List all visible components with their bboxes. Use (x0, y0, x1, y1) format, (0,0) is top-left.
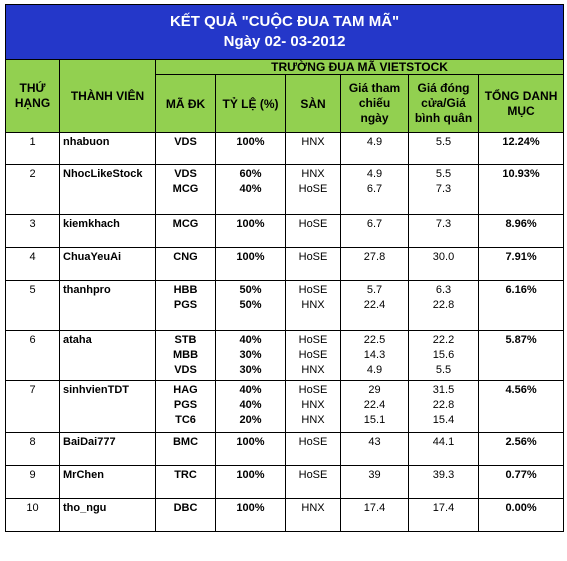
code-cell-value: STB (174, 334, 197, 346)
code-cell (156, 215, 216, 248)
ratio-cell (216, 499, 286, 532)
table-row (6, 381, 564, 433)
total-cell (479, 133, 564, 165)
ratio-cell (216, 133, 286, 165)
close-price-cell-value: 7.3 (435, 183, 452, 195)
code-cell (156, 248, 216, 281)
table-row (6, 499, 564, 532)
exchange-cell-value: HNX (301, 399, 325, 411)
code-cell (156, 165, 216, 215)
close-price-cell (409, 499, 479, 532)
exchange-cell (286, 331, 341, 381)
ratio-cell-value: 50% (239, 284, 262, 296)
ref-price-cell (341, 281, 409, 331)
code-cell-value: HBB (173, 284, 198, 296)
ref-price-cell-value: 6.7 (366, 218, 383, 230)
total-cell (479, 281, 564, 331)
total-cell-value: 4.56% (505, 384, 537, 396)
ratio-cell-value: 60% (239, 168, 262, 180)
ref-price-cell-value: 17.4 (363, 502, 386, 514)
ratio-cell-value: 100% (236, 251, 265, 263)
member-cell (60, 331, 156, 381)
ref-price-cell-value: 22.5 (363, 334, 386, 346)
ref-price-cell-value: 29 (368, 384, 381, 396)
member-cell (60, 133, 156, 165)
ratio-cell-value: 100% (236, 136, 265, 148)
total-cell-value: 8.96% (505, 218, 537, 230)
code-cell-value: PGS (173, 399, 198, 411)
code-cell-value: VDS (174, 364, 197, 376)
member-cell-value: tho_ngu (63, 502, 107, 514)
exchange-cell (286, 281, 341, 331)
exchange-cell (286, 133, 341, 165)
title-line-2: Ngày 02- 03-2012 (223, 33, 346, 50)
ratio-cell-value: 100% (236, 469, 265, 481)
ratio-cell (216, 466, 286, 499)
total-cell (479, 331, 564, 381)
ref-price-cell (341, 248, 409, 281)
rank-cell-value: 4 (29, 251, 36, 263)
rank-cell-value: 3 (29, 218, 36, 230)
ratio-cell (216, 248, 286, 281)
rank-cell (6, 499, 60, 532)
exchange-cell (286, 215, 341, 248)
ref-price-cell-value: 5.7 (366, 284, 383, 296)
member-cell-value: nhabuon (63, 136, 110, 148)
exchange-cell-value: HoSE (298, 436, 328, 448)
total-cell (479, 215, 564, 248)
ref-price-cell (341, 331, 409, 381)
exchange-cell (286, 433, 341, 466)
member-cell-value: ataha (63, 334, 92, 346)
code-cell-value: HAG (173, 384, 198, 396)
table-row (6, 215, 564, 248)
close-price-cell-value: 22.8 (432, 399, 455, 411)
title-line-1: KẾT QUẢ "CUỘC ĐUA TAM MÃ" (169, 13, 400, 30)
member-cell (60, 466, 156, 499)
code-cell-value: VDS (174, 136, 197, 148)
exchange-cell-value: HoSE (298, 349, 328, 361)
total-cell-value: 5.87% (505, 334, 537, 346)
rank-cell (6, 466, 60, 499)
exchange-cell (286, 165, 341, 215)
close-price-cell-value: 30.0 (432, 251, 455, 263)
ref-price-cell (341, 466, 409, 499)
member-cell (60, 215, 156, 248)
ref-price-cell-value: 22.4 (363, 399, 386, 411)
code-cell-value: TC6 (175, 414, 196, 426)
rank-cell (6, 433, 60, 466)
close-price-cell-value: 5.5 (435, 364, 452, 376)
header-group: TRƯỜNG ĐUA MÃ VIETSTOCK (156, 60, 564, 75)
ref-price-cell-value: 43 (368, 436, 381, 448)
exchange-cell-value: HoSE (298, 284, 328, 296)
ref-price-cell (341, 499, 409, 532)
table-row (6, 433, 564, 466)
code-cell-value: DBC (173, 502, 198, 514)
exchange-cell-value: HoSE (298, 183, 328, 195)
close-price-cell (409, 215, 479, 248)
member-cell (60, 433, 156, 466)
header-exchange: SÀN (286, 75, 341, 133)
table-body (6, 133, 564, 532)
close-price-cell-value: 22.8 (432, 299, 455, 311)
total-cell (479, 248, 564, 281)
header-close-price: Giá đóng cửa/Giá bình quân (409, 75, 479, 133)
header-code: MÃ ĐK (156, 75, 216, 133)
code-cell-value: BMC (172, 436, 199, 448)
ratio-cell (216, 381, 286, 433)
header-ratio: TỶ LỆ (%) (216, 75, 286, 133)
ratio-cell-value: 30% (239, 349, 262, 361)
rank-cell (6, 165, 60, 215)
ratio-cell (216, 433, 286, 466)
table-row (6, 133, 564, 165)
ref-price-cell (341, 133, 409, 165)
ratio-cell (216, 331, 286, 381)
table-row (6, 466, 564, 499)
exchange-cell-value: HNX (301, 502, 325, 514)
ratio-cell-value: 30% (239, 364, 262, 376)
exchange-cell (286, 466, 341, 499)
rank-cell-value: 9 (29, 469, 36, 481)
member-cell-value: ChuaYeuAi (63, 251, 122, 263)
ref-price-cell-value: 4.9 (366, 136, 383, 148)
exchange-cell-value: HoSE (298, 469, 328, 481)
exchange-cell-value: HoSE (298, 384, 328, 396)
total-cell (479, 433, 564, 466)
ratio-cell-value: 100% (236, 218, 265, 230)
close-price-cell (409, 381, 479, 433)
ref-price-cell-value: 4.9 (366, 364, 383, 376)
ref-price-cell-value: 15.1 (363, 414, 386, 426)
ref-price-cell (341, 433, 409, 466)
member-cell (60, 248, 156, 281)
close-price-cell-value: 39.3 (432, 469, 455, 481)
code-cell (156, 381, 216, 433)
ref-price-cell-value: 14.3 (363, 349, 386, 361)
total-cell (479, 381, 564, 433)
member-cell-value: BaiDai777 (63, 436, 116, 448)
close-price-cell-value: 7.3 (435, 218, 452, 230)
total-cell-value: 12.24% (502, 136, 540, 148)
ratio-cell-value: 40% (239, 399, 262, 411)
code-cell-value: MCG (172, 218, 199, 230)
code-cell-value: MBB (172, 349, 199, 361)
code-cell-value: CNG (173, 251, 198, 263)
rank-cell (6, 281, 60, 331)
header-member: THÀNH VIÊN (60, 60, 156, 133)
exchange-cell-value: HNX (301, 168, 325, 180)
header-ref-price: Giá tham chiếu ngày (341, 75, 409, 133)
table-title (6, 5, 564, 60)
code-cell-value: TRC (174, 469, 197, 481)
total-cell-value: 10.93% (502, 168, 540, 180)
close-price-cell (409, 433, 479, 466)
ref-price-cell-value: 6.7 (366, 183, 383, 195)
table-row (6, 165, 564, 215)
results-table (5, 4, 564, 532)
member-cell (60, 165, 156, 215)
total-cell (479, 499, 564, 532)
ratio-cell-value: 100% (236, 436, 265, 448)
member-cell-value: MrChen (63, 469, 104, 481)
header-total: TỔNG DANH MỤC (479, 75, 564, 133)
rank-cell-value: 10 (26, 502, 39, 514)
code-cell-value: MCG (172, 183, 199, 195)
close-price-cell (409, 133, 479, 165)
table-row (6, 248, 564, 281)
exchange-cell-value: HoSE (298, 218, 328, 230)
rank-cell (6, 381, 60, 433)
close-price-cell (409, 331, 479, 381)
rank-cell-value: 1 (29, 136, 36, 148)
total-cell-value: 0.00% (505, 502, 537, 514)
table-row (6, 281, 564, 331)
code-cell (156, 133, 216, 165)
table-row (6, 331, 564, 381)
member-cell-value: sinhvienTDT (63, 384, 130, 396)
total-cell-value: 7.91% (505, 251, 537, 263)
rank-cell (6, 331, 60, 381)
exchange-cell-value: HNX (301, 136, 325, 148)
close-price-cell (409, 165, 479, 215)
ref-price-cell-value: 39 (368, 469, 381, 481)
exchange-cell-value: HNX (301, 414, 325, 426)
rank-cell (6, 215, 60, 248)
code-cell (156, 331, 216, 381)
ratio-cell-value: 50% (239, 299, 262, 311)
member-cell-value: NhocLikeStock (63, 168, 143, 180)
member-cell (60, 381, 156, 433)
close-price-cell-value: 15.4 (432, 414, 455, 426)
exchange-cell (286, 499, 341, 532)
close-price-cell (409, 281, 479, 331)
close-price-cell-value: 6.3 (435, 284, 452, 296)
rank-cell-value: 6 (29, 334, 36, 346)
total-cell-value: 0.77% (505, 469, 537, 481)
member-cell-value: thanhpro (63, 284, 111, 296)
ratio-cell-value: 40% (239, 334, 262, 346)
total-cell-value: 2.56% (505, 436, 537, 448)
ref-price-cell-value: 27.8 (363, 251, 386, 263)
rank-cell-value: 8 (29, 436, 36, 448)
total-cell (479, 466, 564, 499)
total-cell-value: 6.16% (505, 284, 537, 296)
ratio-cell (216, 215, 286, 248)
code-cell (156, 433, 216, 466)
ref-price-cell (341, 215, 409, 248)
exchange-cell-value: HoSE (298, 334, 328, 346)
rank-cell-value: 5 (29, 284, 36, 296)
close-price-cell-value: 44.1 (432, 436, 455, 448)
close-price-cell-value: 22.2 (432, 334, 455, 346)
ratio-cell-value: 40% (239, 183, 262, 195)
rank-cell-value: 7 (29, 384, 36, 396)
close-price-cell-value: 17.4 (432, 502, 455, 514)
close-price-cell-value: 15.6 (432, 349, 455, 361)
ref-price-cell (341, 165, 409, 215)
member-cell-value: kiemkhach (63, 218, 120, 230)
close-price-cell-value: 5.5 (435, 136, 452, 148)
ratio-cell-value: 100% (236, 502, 265, 514)
exchange-cell-value: HNX (301, 364, 325, 376)
rank-cell (6, 248, 60, 281)
ratio-cell (216, 281, 286, 331)
member-cell (60, 499, 156, 532)
member-cell (60, 281, 156, 331)
header-rank: THỨ HẠNG (6, 60, 60, 133)
code-cell-value: VDS (174, 168, 197, 180)
code-cell (156, 466, 216, 499)
close-price-cell-value: 31.5 (432, 384, 455, 396)
ref-price-cell (341, 381, 409, 433)
rank-cell (6, 133, 60, 165)
close-price-cell-value: 5.5 (435, 168, 452, 180)
ref-price-cell-value: 22.4 (363, 299, 386, 311)
rank-cell-value: 2 (29, 168, 36, 180)
exchange-cell-value: HNX (301, 299, 325, 311)
exchange-cell (286, 381, 341, 433)
code-cell-value: PGS (173, 299, 198, 311)
ratio-cell-value: 40% (239, 384, 262, 396)
code-cell (156, 281, 216, 331)
ratio-cell-value: 20% (239, 414, 262, 426)
exchange-cell (286, 248, 341, 281)
total-cell (479, 165, 564, 215)
close-price-cell (409, 466, 479, 499)
ratio-cell (216, 165, 286, 215)
exchange-cell-value: HoSE (298, 251, 328, 263)
code-cell (156, 499, 216, 532)
close-price-cell (409, 248, 479, 281)
ref-price-cell-value: 4.9 (366, 168, 383, 180)
